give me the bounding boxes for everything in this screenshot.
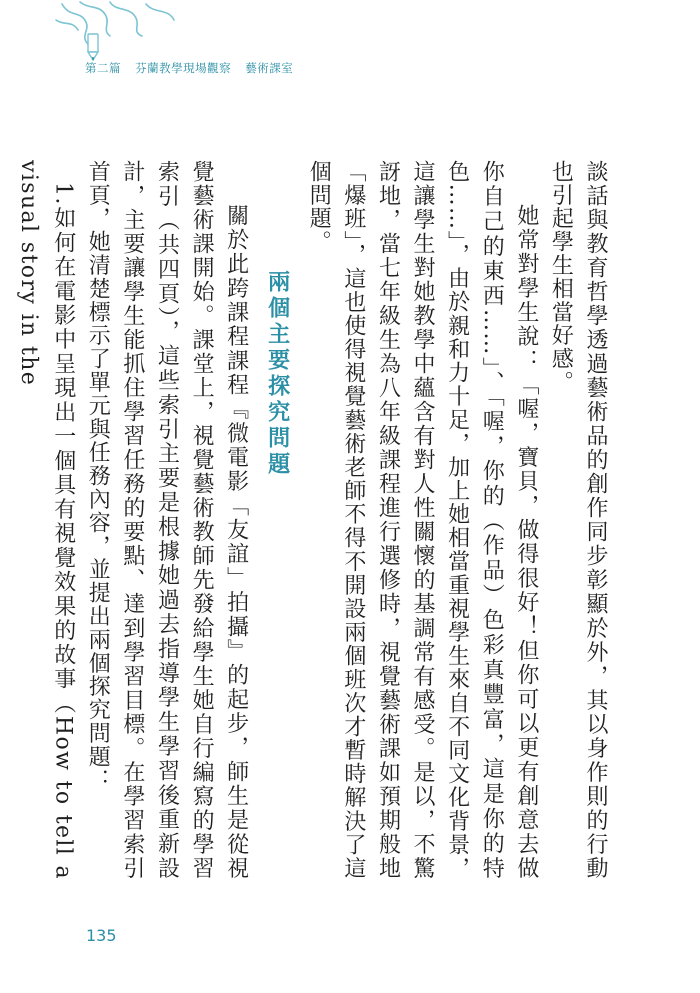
header-part: 第二篇 bbox=[85, 61, 121, 75]
paragraph-1: 談話與教育哲學透過藝術品的創作同步彰顯於外，其以身作則的行動也引起學生相當好感。 bbox=[548, 160, 608, 880]
section-heading: 兩個主要探究問題 bbox=[264, 270, 290, 478]
body-text bbox=[16, 160, 612, 880]
list-item-1 bbox=[11, 160, 80, 880]
page-number: 135 bbox=[86, 926, 117, 945]
paragraph-3: 關於此跨課程課程『微電影「友誼」拍攝』的起步，師生是從視覺藝術課開始。課堂上，視覺藝術教師先發給學生她自行編寫的學習索引（共四頁），這些索引主要是根據她過去指導學生學習後重新設計，主要讓學生能抓住學習任務的要點、達到學習目標。在學習索引首頁，她清楚標示了單元與任務內容，並提出兩個探究問題： bbox=[85, 160, 249, 880]
header-title: 芬蘭教學現場觀察 bbox=[135, 61, 232, 75]
header-subtitle: 藝術課室 bbox=[245, 61, 294, 75]
list-item-number: 1. bbox=[50, 182, 76, 206]
running-header bbox=[85, 60, 293, 76]
list-item-text: 如何在電影中呈現出一個具有視覺效果的故事（How to tell a visual story in the bbox=[16, 160, 76, 880]
paragraph-2: 她常對學生說：「喔，寶貝，做得很好！但你可以更有創意去做你自己的東西……」、「喔，你的（作品）色彩真豐富，這是你的特色……」，由於親和力十足，加上她相當重視學生來自不同文化背景，這讓學生對她教學中蘊含有對人性關懷的基調常有感受。是以，不驚訝地，當七年級生為八年級課程進行選修時，視覺藝術課如預期般地「爆班」，這也使得視覺藝術老師不得不開設兩個班次才暫時解決了這個問題。 bbox=[306, 160, 539, 880]
pencil-doodle-icon bbox=[50, 0, 210, 62]
